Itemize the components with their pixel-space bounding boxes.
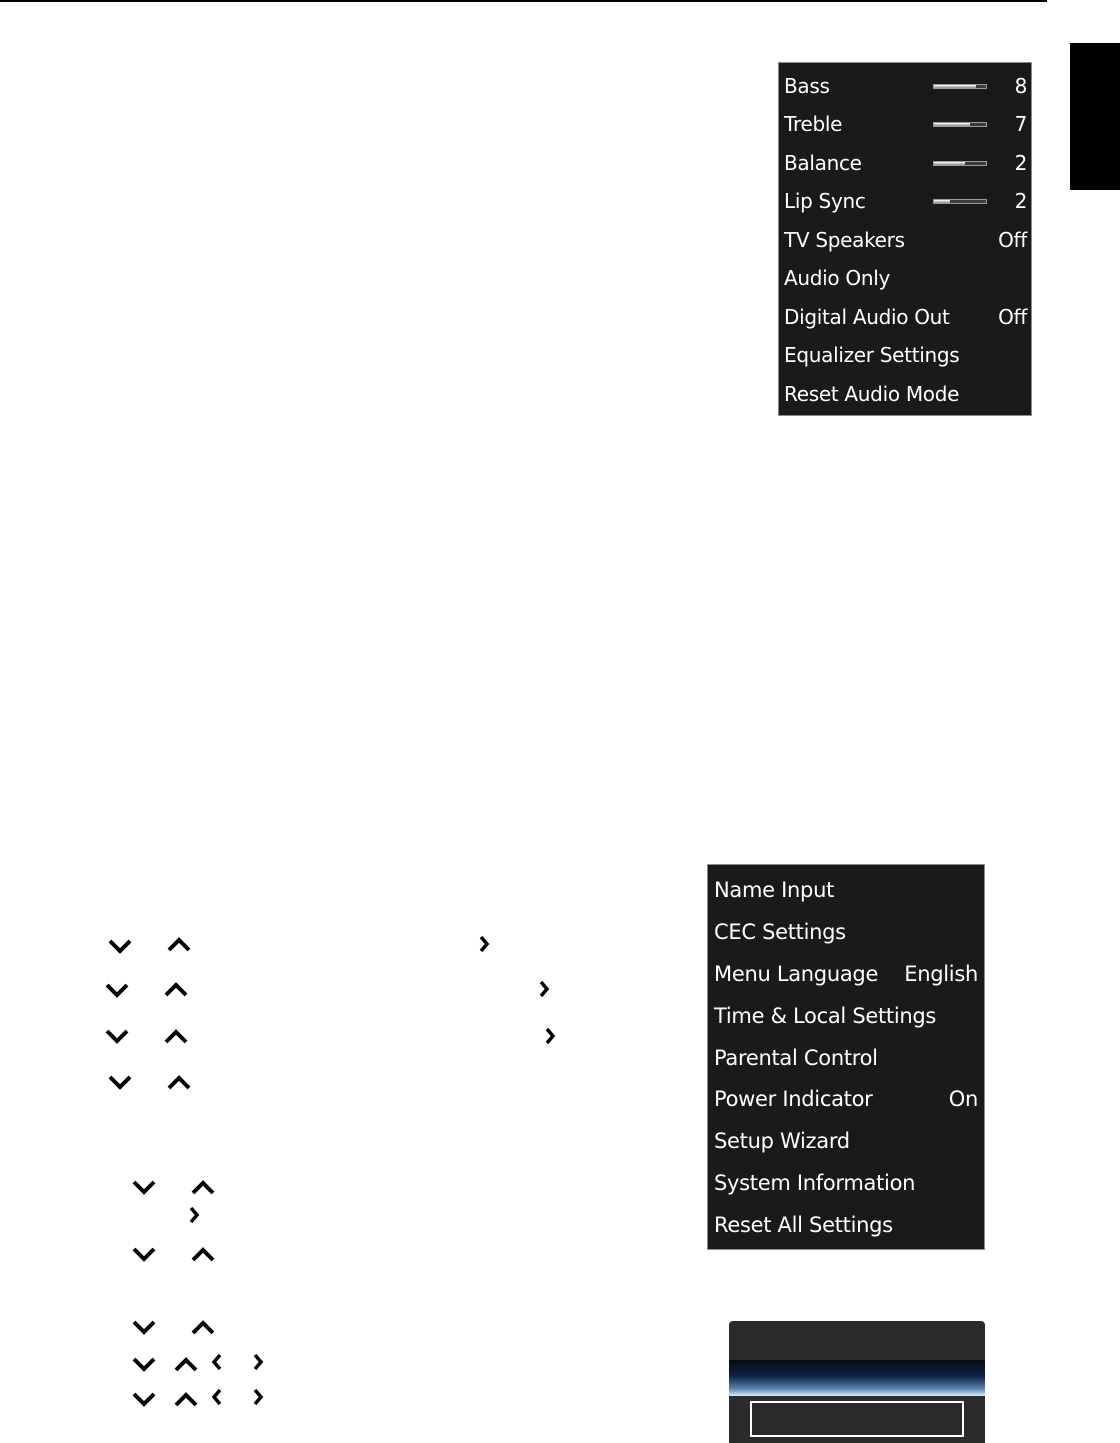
system-item-label: CEC Settings (714, 920, 846, 944)
slider-fill (934, 200, 950, 203)
audio-item-label: TV Speakers (784, 228, 905, 252)
system-item-label: Setup Wizard (714, 1129, 850, 1153)
chevron-down-icon (131, 1319, 157, 1335)
audio-item-label: Lip Sync (784, 189, 866, 213)
audio-item-balance[interactable] (779, 147, 1031, 179)
chevron-down-icon (107, 938, 133, 954)
audio-item-bass[interactable] (779, 70, 1031, 102)
slider-fill (934, 162, 965, 165)
audio-item-label: Treble (784, 112, 843, 136)
audio-item-value: Off (998, 305, 1027, 329)
chevron-right-icon (538, 979, 550, 999)
audio-item-label: Digital Audio Out (784, 305, 950, 329)
system-item-reset-all-settings[interactable] (708, 1209, 984, 1241)
chevron-up-icon (173, 1357, 199, 1373)
system-item-value: On (948, 1087, 978, 1111)
chevron-up-icon (166, 1075, 192, 1091)
chevron-down-icon (131, 1246, 157, 1262)
system-item-label: Reset All Settings (714, 1213, 893, 1237)
chevron-left-icon (211, 1387, 223, 1407)
system-item-label: Menu Language (714, 962, 879, 986)
chevron-up-icon (163, 982, 189, 998)
audio-item-label: Balance (784, 151, 862, 175)
chevron-up-icon (163, 1029, 189, 1045)
audio-item-value: 2 (1014, 189, 1027, 213)
system-item-cec-settings[interactable] (708, 916, 984, 948)
system-item-label: System Information (714, 1171, 916, 1195)
audio-menu (778, 62, 1032, 416)
chevron-up-icon (173, 1392, 199, 1408)
audio-item-tv-speakers[interactable] (779, 224, 1031, 256)
chevron-up-icon (190, 1180, 216, 1196)
system-item-power-indicator[interactable] (708, 1083, 984, 1115)
audio-item-audio-only[interactable] (779, 262, 1031, 294)
system-menu (707, 864, 985, 1250)
chevron-down-icon (104, 982, 130, 998)
audio-item-value: Off (998, 228, 1027, 252)
chevron-right-icon (188, 1205, 200, 1225)
slider-fill (934, 85, 976, 88)
audio-item-reset-audio-mode[interactable] (779, 378, 1031, 410)
audio-item-label: Bass (784, 74, 830, 98)
section-tab (1070, 43, 1120, 190)
chevron-right-icon (478, 934, 490, 954)
system-item-time-local-settings[interactable] (708, 1000, 984, 1032)
chevron-up-icon (190, 1320, 216, 1336)
chevron-down-icon (104, 1028, 130, 1044)
audio-item-lip-sync[interactable] (779, 185, 1031, 217)
lip-sync-slider[interactable] (933, 199, 987, 204)
chevron-down-icon (107, 1074, 133, 1090)
bass-slider[interactable] (933, 84, 987, 89)
audio-item-label: Audio Only (784, 266, 891, 290)
chevron-up-icon (166, 937, 192, 953)
chevron-left-icon (211, 1352, 223, 1372)
audio-item-label: Equalizer Settings (784, 343, 960, 367)
chevron-right-icon (252, 1387, 264, 1407)
system-item-system-information[interactable] (708, 1167, 984, 1199)
system-item-value: English (904, 962, 978, 986)
treble-slider[interactable] (933, 122, 987, 127)
chevron-down-icon (131, 1356, 157, 1372)
system-item-setup-wizard[interactable] (708, 1125, 984, 1157)
audio-item-equalizer-settings[interactable] (779, 339, 1031, 371)
audio-item-value: 8 (1014, 74, 1027, 98)
slider-fill (934, 123, 970, 126)
system-item-label: Name Input (714, 878, 835, 902)
dialog-highlight-band (729, 1360, 985, 1396)
audio-item-treble[interactable] (779, 108, 1031, 140)
top-rule (0, 0, 1047, 2)
system-item-label: Parental Control (714, 1046, 878, 1070)
audio-item-digital-audio-out[interactable] (779, 301, 1031, 333)
audio-item-label: Reset Audio Mode (784, 382, 960, 406)
system-item-label: Power Indicator (714, 1087, 873, 1111)
name-input-dialog (729, 1321, 985, 1443)
audio-item-value: 7 (1014, 112, 1027, 136)
balance-slider[interactable] (933, 161, 987, 166)
chevron-right-icon (252, 1352, 264, 1372)
chevron-down-icon (131, 1179, 157, 1195)
chevron-down-icon (131, 1391, 157, 1407)
system-item-parental-control[interactable] (708, 1042, 984, 1074)
chevron-up-icon (190, 1247, 216, 1263)
system-item-label: Time & Local Settings (714, 1004, 937, 1028)
system-item-name-input[interactable] (708, 874, 984, 906)
name-text-field[interactable] (750, 1401, 964, 1437)
chevron-right-icon (544, 1026, 556, 1046)
system-item-menu-language[interactable] (708, 958, 984, 990)
audio-item-value: 2 (1014, 151, 1027, 175)
